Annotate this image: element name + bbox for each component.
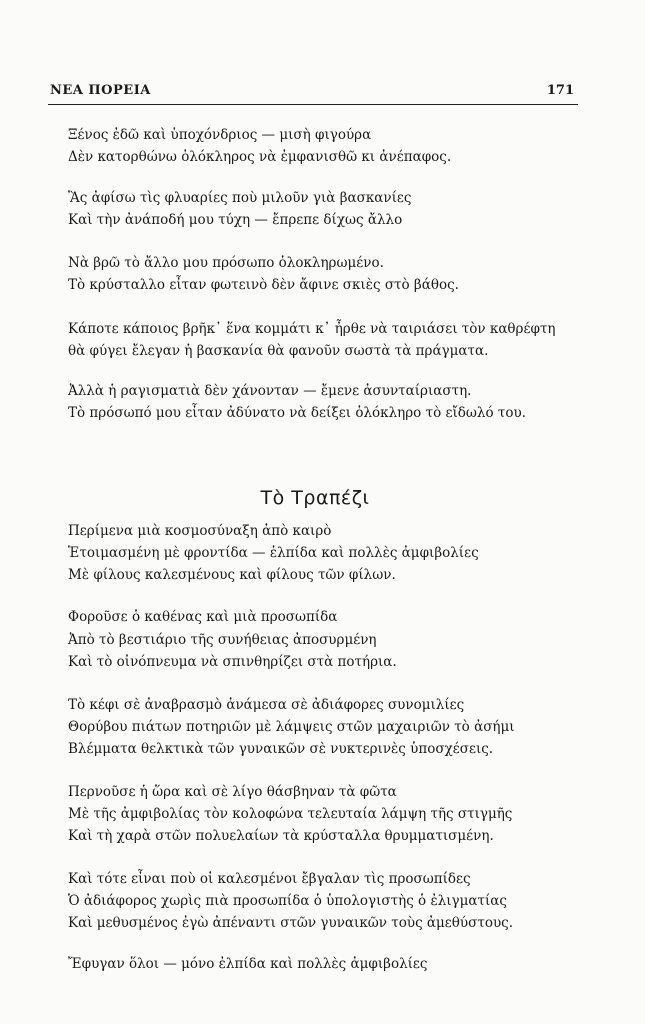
journal-title: ΝΕΑ ΠΟΡΕΙΑ [50, 83, 151, 98]
poem-line: Καὶ μεθυσμένος ἐγὼ ἀπέναντι στῶν γυναικῶν τοὺς ἀμεθύστους. [68, 915, 514, 931]
poem-line: Ξένος ἐδῶ καὶ ὑποχόνδριος — μισὴ φιγούρα [68, 127, 372, 143]
poem-line: Τὸ κέφι σὲ ἀναβρασμὸ ἀνάμεσα σὲ ἀδιάφορες συνομιλίες [68, 697, 465, 713]
poem-line: Ὁ ἀδιάφορος χωρὶς πιὰ προσωπίδα ὁ ὑπολογιστὴς ὁ ἐλιγματίας [68, 893, 507, 909]
poem-title: Τὸ Τραπέζι [260, 487, 370, 509]
poem-line: Καὶ τότε εἶναι ποὺ οἱ καλεσμένοι ἔβγαλαν τὶς προσωπίδες [68, 871, 471, 887]
poem-line: Καὶ τὸ οἰνόπνευμα νὰ σπινθηρίζει στὰ ποτήρια. [68, 654, 397, 670]
poem-line: Κάποτε κάποιος βρῆκ᾽ ἕνα κομμάτι κ᾽ ἦρθε νὰ ταιριάσει τὸν καθρέφτη [68, 321, 556, 337]
poem-line: Μὲ φίλους καλεσμένους καὶ φίλους τῶν φίλων. [68, 567, 396, 583]
poem-line: Περίμενα μιὰ κοσμοσύναξη ἀπὸ καιρὸ [68, 523, 332, 539]
poem-line: Ἂς ἀφίσω τὶς φλυαρίες ποὺ μιλοῦν γιὰ βασκανίες [68, 190, 412, 206]
poem-line: Τὸ πρόσωπό μου εἶταν ἀδύνατο νὰ δείξει ὁλόκληρο τὸ εἴδωλό του. [68, 405, 526, 421]
poem-line: Ἀλλὰ ἡ ραγισματιὰ δὲν χάνονταν — ἔμενε ἀσυνταίριαστη. [68, 383, 472, 399]
poem-line: θὰ φύγει ἔλεγαν ἡ βασκανία θὰ φανοῦν σωστὰ τὰ πράγματα. [68, 343, 489, 359]
poem-line: Περνοῦσε ἡ ὥρα καὶ σὲ λίγο θάσβηναν τὰ φῶτα [68, 784, 397, 800]
poem-line: Τὸ κρύσταλλο εἶταν φωτεινὸ δὲν ἄφινε σκιὲς στὸ βάθος. [68, 277, 459, 293]
poem-line: Θορύβου πιάτων ποτηριῶν μὲ λάμψεις στῶν μαχαιριῶν τὸ ἀσήμι [68, 719, 515, 735]
page-header [48, 80, 578, 105]
poem-line: Νὰ βρῶ τὸ ἄλλο μου πρόσωπο ὁλοκληρωμένο. [68, 255, 384, 271]
poem-line: Καὶ τὴν ἀνάποδή μου τύχη — ἔπρεπε δίχως ἄλλο [68, 212, 403, 228]
poem-line: Ἑτοιμασμένη μὲ φροντίδα — ἐλπίδα καὶ πολλὲς ἀμφιβολίες [68, 545, 479, 561]
poem-line: Μὲ τῆς ἀμφιβολίας τὸν κολοφώνα τελευταία λάμψη τῆς στιγμῆς [68, 806, 513, 822]
poem-line: Βλέμματα θελκτικὰ τῶν γυναικῶν σὲ νυκτερινὲς ὑποσχέσεις. [68, 741, 494, 757]
poem-line: Φοροῦσε ὁ καθένας καὶ μιὰ προσωπίδα [68, 609, 338, 625]
poem-line: Καὶ τὴ χαρὰ στῶν πολυελαίων τὰ κρύσταλλα θρυμματισμένη. [68, 828, 494, 844]
poem-line: Ἔφυγαν ὅλοι — μόνο ἐλπίδα καὶ πολλὲς ἀμφιβολίες [68, 956, 428, 972]
poem-line: Δὲν κατορθώνω ὁλόκληρος νὰ ἐμφανισθῶ κι ἀνέπαφος. [68, 149, 452, 165]
page-number: 171 [546, 83, 574, 98]
poem-line: Ἀπὸ τὸ βεστιάριο τῆς συνήθειας ἀποσυρμένη [68, 632, 377, 648]
